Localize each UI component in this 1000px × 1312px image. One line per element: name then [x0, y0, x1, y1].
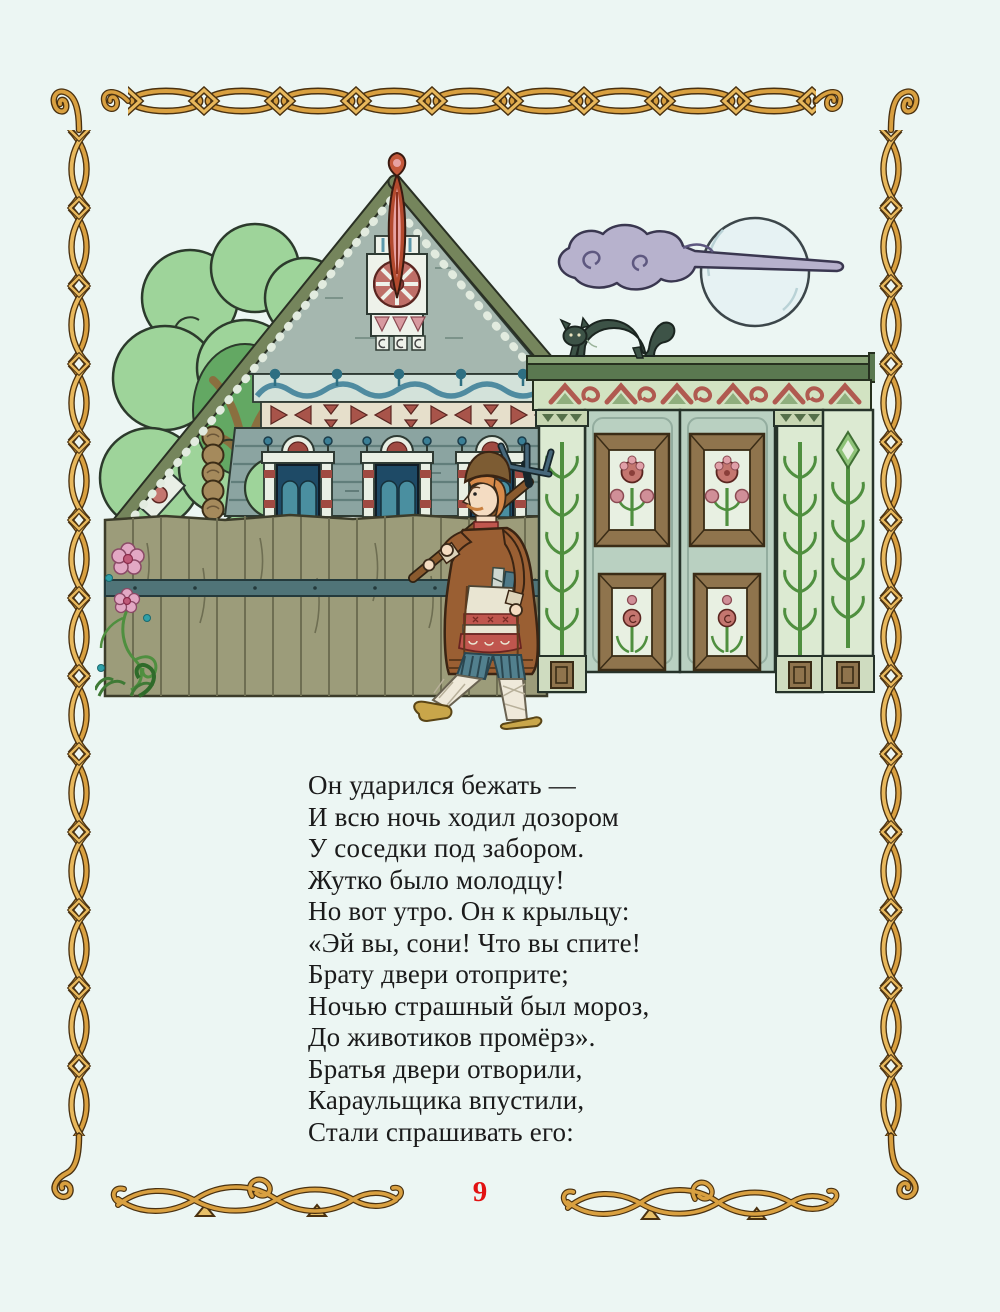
- poem-block: [308, 770, 668, 1148]
- poem-line: Жутко было молодцу!: [308, 864, 565, 895]
- poem-line: Но вот утро. Он к крыльцу:: [308, 896, 630, 926]
- top-border-chain: [104, 86, 840, 116]
- bottom-right-ribbon-ornament: [564, 1183, 837, 1219]
- poem-line: «Эй вы, сони! Что вы спите!: [308, 927, 641, 958]
- gate-right-strip: [822, 410, 874, 692]
- poem-line: Брату двери отоприте;: [308, 959, 569, 989]
- right-border-chain: [868, 92, 916, 1197]
- cat-figure: [561, 318, 674, 358]
- gate: [527, 353, 875, 692]
- poem-line: Стали спрашивать его:: [308, 1116, 574, 1147]
- poem-line: Братья двери отворили,: [308, 1053, 583, 1084]
- poem-line: И всю ночь ходил дозором: [308, 801, 619, 832]
- poem-line: До животиков промёрз».: [308, 1022, 596, 1052]
- page-number: 9: [472, 1176, 488, 1208]
- poem-line: У соседки под забором.: [308, 833, 585, 863]
- poem-line: Он ударился бежать —: [308, 770, 576, 800]
- poem-line: Караульщика впустили,: [308, 1085, 585, 1115]
- log-ends: [203, 427, 224, 520]
- izba-illustration: [95, 148, 875, 744]
- poem-line: Ночью страшный был мороз,: [308, 990, 650, 1021]
- bottom-left-ribbon-ornament: [114, 1180, 401, 1216]
- moon: [701, 218, 809, 326]
